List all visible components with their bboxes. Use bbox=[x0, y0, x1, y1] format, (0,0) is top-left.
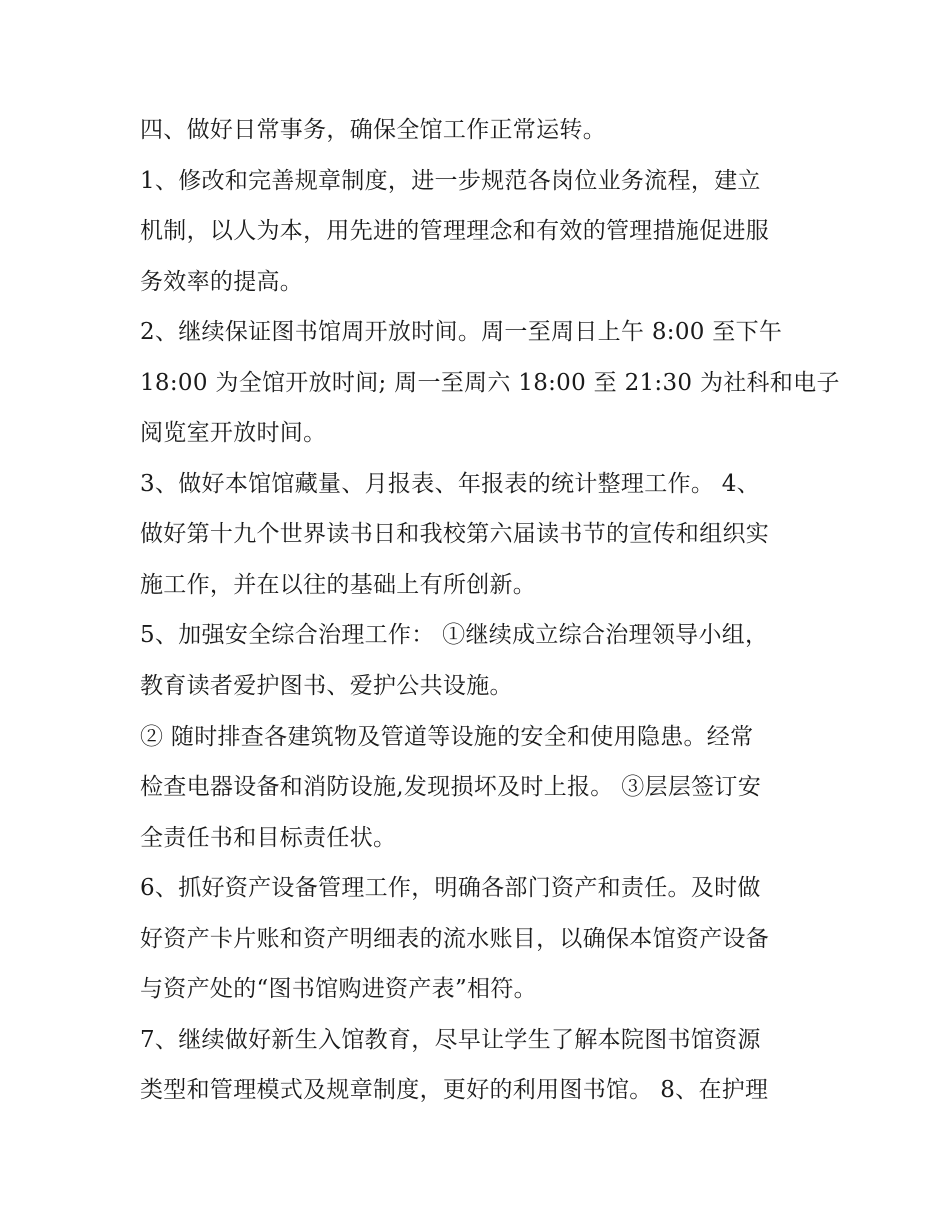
text-line: 务效率的提高。 bbox=[140, 269, 304, 295]
text-line: 5、加强安全综合治理工作： ①继续成立综合治理领导小组， bbox=[140, 622, 769, 648]
text-line: 7、继续做好新生入馆教育，尽早让学生了解本院图书馆资源 bbox=[140, 1027, 761, 1053]
text-line: 好资产卡片账和资产明细表的流水账目，以确保本馆资产设备 bbox=[140, 926, 770, 952]
text-line: 四、做好日常事务，确保全馆工作正常运转。 bbox=[140, 117, 606, 143]
text-line: 2、继续保证图书馆周开放时间。周一至周日上午 8:00 至下午 bbox=[140, 319, 783, 345]
text-line: 阅览室开放时间。 bbox=[140, 420, 327, 446]
text-line: 做好第十九个世界读书日和我校第六届读书节的宣传和组织实 bbox=[140, 521, 770, 547]
text-line: 全责任书和目标责任状。 bbox=[140, 825, 397, 851]
text-line: 6、抓好资产设备管理工作，明确各部门资产和责任。及时做 bbox=[140, 875, 761, 901]
text-line: 类型和管理模式及规章制度，更好的利用图书馆。 8、在护理 bbox=[140, 1077, 769, 1103]
text-line: 机制，以人为本，用先进的管理理念和有效的管理措施促进服 bbox=[140, 218, 770, 244]
text-line: ② 随时排查各建筑物及管道等设施的安全和使用隐患。经常 bbox=[140, 724, 754, 750]
text-line: 3、做好本馆馆藏量、月报表、年报表的统计整理工作。 4、 bbox=[140, 471, 760, 497]
text-line: 施工作，并在以往的基础上有所创新。 bbox=[140, 572, 537, 598]
text-line: 与资产处的“图书馆购进资产表”相符。 bbox=[140, 976, 537, 1002]
text-line: 18:00 为全馆开放时间; 周一至周六 18:00 至 21:30 为社科和电子 bbox=[140, 370, 840, 396]
text-line: 教育读者爱护图书、爱护公共设施。 bbox=[140, 673, 513, 699]
text-line: 检查电器设备和消防设施,发现损坏及时上报。 ③层层签订安 bbox=[140, 774, 762, 800]
text-line: 1、修改和完善规章制度，进一步规范各岗位业务流程，建立 bbox=[140, 168, 761, 194]
